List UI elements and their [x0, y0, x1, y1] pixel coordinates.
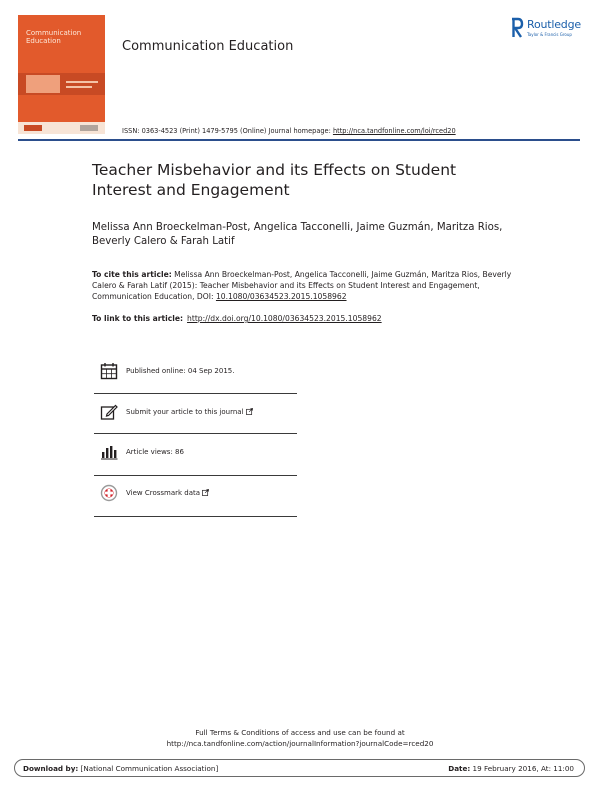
downloaded-by-value: [National Communication Association] — [78, 764, 219, 773]
cover-publisher-logo — [24, 125, 42, 131]
publisher-logo — [510, 17, 590, 41]
publisher-name: Routledge — [527, 18, 581, 31]
info-divider — [94, 475, 297, 476]
download-date-label: Date: — [448, 764, 471, 773]
downloaded-by — [23, 764, 218, 773]
article-link-label: To link to this article: — [92, 314, 184, 323]
publisher-tagline: Taylor & Francis Group — [527, 32, 572, 37]
bar-chart-icon — [100, 443, 118, 461]
external-link-icon — [246, 408, 253, 415]
journal-cover — [18, 15, 105, 134]
cover-line — [66, 81, 98, 83]
journal-name: Communication Education — [122, 39, 294, 54]
published-row — [100, 361, 234, 381]
crossmark-link[interactable] — [126, 489, 209, 497]
terms-notice — [0, 727, 600, 749]
citation-label: To cite this article: — [92, 270, 172, 279]
download-date-value: 19 February 2016, At: 11:00 — [470, 764, 574, 773]
info-divider — [94, 393, 297, 394]
citation-text: Melissa Ann Broeckelman-Post, Angelica Tacconelli, Jaime Guzmán, Maritza Rios, Beverly Calero & Farah Latif (2015): Teacher Misbehavior and its Effects on Student Interest and Engagement, Communication Education, DOI: — [92, 270, 512, 301]
article-authors: Melissa Ann Broeckelman-Post, Angelica Tacconelli, Jaime Guzmán, Maritza Rios, Beverly Calero & Farah Latif — [92, 222, 503, 247]
header-rule — [18, 139, 580, 141]
crossmark-icon — [100, 484, 118, 502]
article-doi-link[interactable]: http://dx.doi.org/10.1080/03634523.2015.1058962 — [187, 314, 382, 323]
cover-title-line2: Education — [26, 37, 61, 45]
edit-icon — [100, 403, 118, 421]
cover-line — [66, 86, 92, 88]
crossmark-text[interactable]: View Crossmark data — [126, 489, 201, 497]
cover-society-logo — [80, 125, 98, 131]
article-link-line — [92, 313, 382, 324]
cover-title-line1: Communication — [26, 29, 82, 37]
views-row — [100, 442, 184, 462]
issn-text: ISSN: 0363-4523 (Print) 1479-5795 (Online) Journal homepage: — [122, 127, 333, 135]
article-title: Teacher Misbehavior and its Effects on Student Interest and Engagement — [92, 161, 457, 199]
submit-article-link[interactable] — [126, 408, 253, 416]
article-views: Article views: 86 — [126, 448, 184, 456]
download-bar — [14, 759, 585, 777]
crossmark-row[interactable] — [100, 483, 209, 503]
journal-homepage-link[interactable]: http://nca.tandfonline.com/loi/rced20 — [332, 127, 456, 135]
citation-doi-link[interactable]: 10.1080/03634523.2015.1058962 — [215, 292, 347, 301]
download-date — [448, 764, 574, 773]
external-link-icon — [202, 489, 209, 496]
terms-url-link[interactable]: http://nca.tandfonline.com/action/journalInformation?journalCode=rced20 — [166, 739, 434, 748]
submit-article-text[interactable]: Submit your article to this journal — [126, 408, 244, 416]
cover-image — [26, 75, 60, 93]
info-divider — [94, 433, 297, 434]
calendar-icon — [100, 362, 118, 380]
submit-row[interactable] — [100, 402, 253, 422]
routledge-r-icon — [510, 17, 524, 39]
citation-block — [92, 269, 522, 302]
published-date: Published online: 04 Sep 2015. — [126, 367, 235, 375]
downloaded-by-label: Download by: — [23, 764, 79, 773]
info-divider — [94, 516, 297, 517]
issn-line — [122, 127, 456, 135]
terms-line: Full Terms & Conditions of access and use can be found at — [195, 728, 405, 737]
